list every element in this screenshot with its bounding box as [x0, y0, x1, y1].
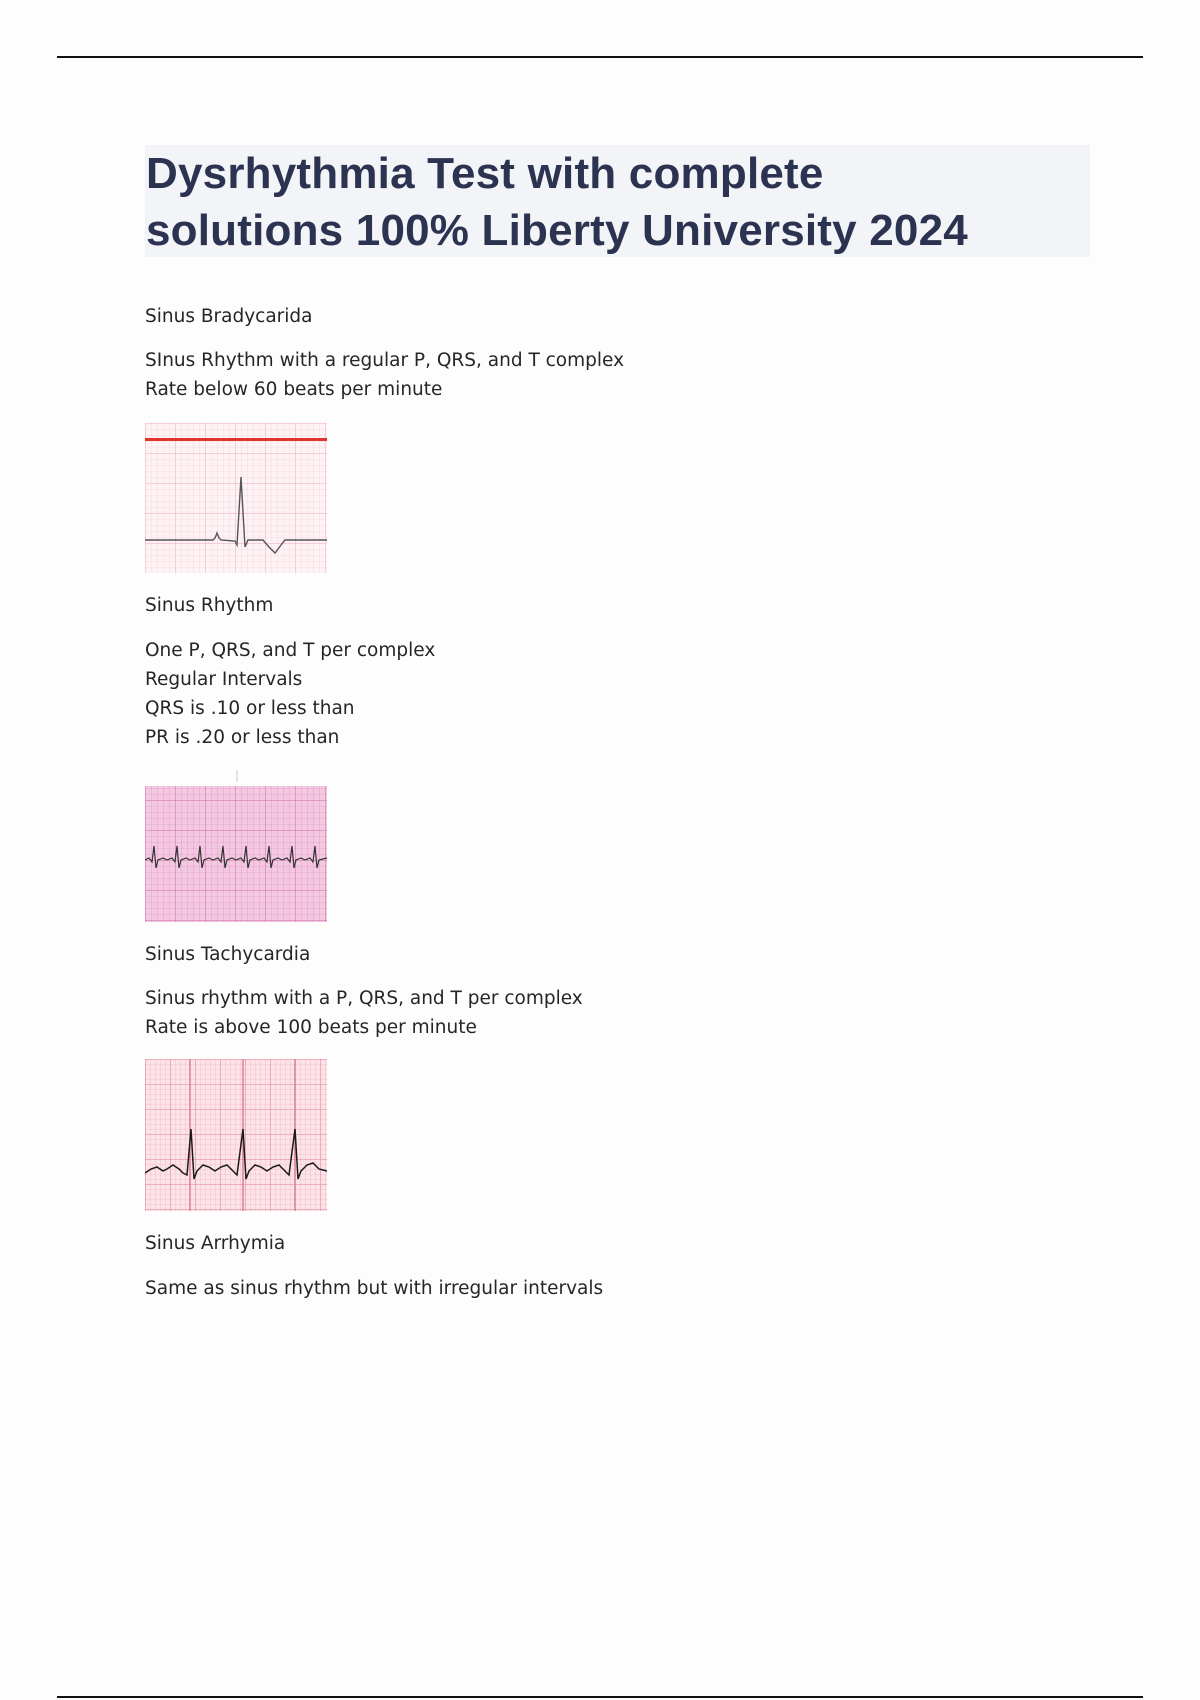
term-sinus-arrhythmia: Sinus Arrhymia: [145, 1233, 286, 1254]
definition-line: Same as sinus rhythm but with irregular intervals: [145, 1278, 604, 1299]
definition-sinus-bradycardia: [145, 346, 624, 404]
ecg-strip-bradycardia: [145, 423, 327, 573]
ecg-strip-sinus-rhythm: [145, 770, 327, 922]
title-block: [145, 145, 1090, 257]
definition-line: Rate below 60 beats per minute: [145, 379, 443, 400]
term-sinus-bradycardia: Sinus Bradycarida: [145, 306, 313, 327]
definition-line: One P, QRS, and T per complex: [145, 640, 436, 661]
footer-rule: [57, 1696, 1143, 1698]
definition-sinus-rhythm: [145, 636, 435, 752]
definition-sinus-tachycardia: [145, 984, 583, 1042]
definition-line: Regular Intervals: [145, 669, 303, 690]
definition-line: PR is .20 or less than: [145, 727, 340, 748]
document-title: [145, 145, 1090, 259]
definition-line: Rate is above 100 beats per minute: [145, 1017, 477, 1038]
definition-line: QRS is .10 or less than: [145, 698, 355, 719]
title-line-2: solutions 100% Liberty University 2024: [146, 206, 968, 255]
definition-line: SInus Rhythm with a regular P, QRS, and T complex: [145, 350, 625, 371]
title-line-1: Dysrhythmia Test with complete: [146, 149, 824, 198]
definition-sinus-arrhythmia: [145, 1274, 603, 1303]
ecg-strip-tachycardia: [145, 1059, 327, 1211]
term-sinus-rhythm: Sinus Rhythm: [145, 595, 274, 616]
term-sinus-tachycardia: Sinus Tachycardia: [145, 944, 311, 965]
definition-line: Sinus rhythm with a P, QRS, and T per complex: [145, 988, 583, 1009]
header-rule: [57, 56, 1143, 58]
ecg-marker-line: [145, 438, 327, 441]
